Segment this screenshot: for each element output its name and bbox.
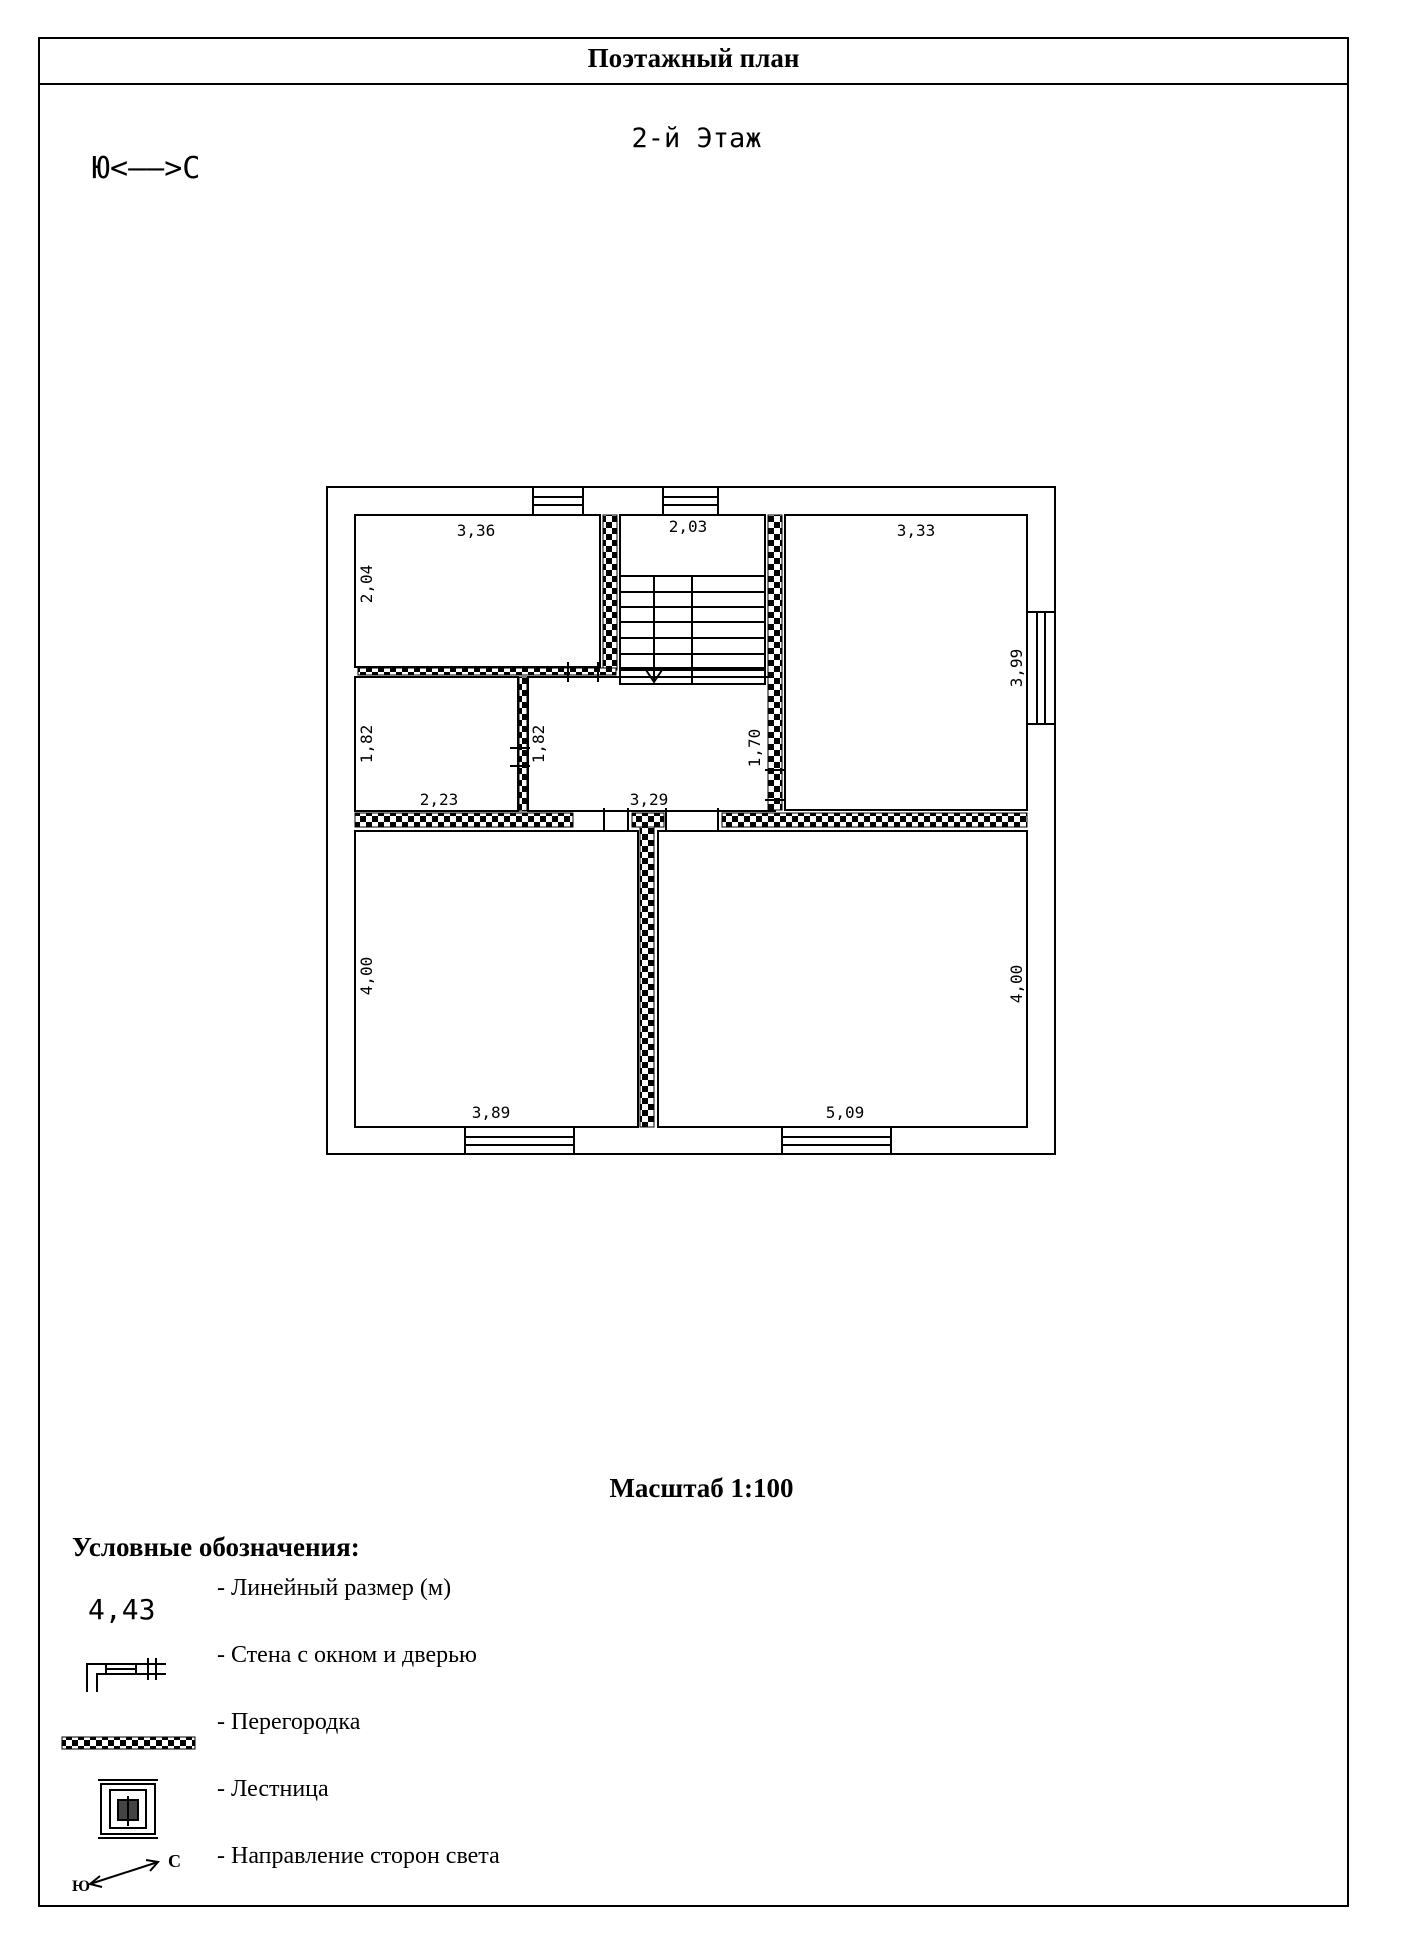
dim-corridor-width: 3,29 [629, 790, 669, 809]
dim-room-bottom-right-height: 4,00 [1007, 964, 1026, 1004]
dim-room-mid-left-width: 2,23 [419, 790, 459, 809]
legend-title: Условные обозначения: [72, 1532, 360, 1562]
compass-direction: Ю<——>С [92, 151, 201, 186]
legend-item-dimension: - Линейный размер (м) [217, 1575, 452, 1601]
dim-room-mid-left-height: 1,82 [357, 724, 376, 764]
legend-item-wall: - Стена с окном и дверью [217, 1642, 477, 1668]
legend-sample-dimension: 4,43 [88, 1593, 156, 1626]
dim-room-top-right-height: 3,99 [1007, 648, 1026, 688]
legend-item-partition: - Перегородка [217, 1709, 361, 1735]
floor-label: 2-й Этаж [631, 123, 762, 154]
dim-room-top-left-height: 2,04 [357, 564, 376, 604]
compass-north-label: С [168, 1851, 181, 1871]
compass-south-label: Ю [72, 1878, 91, 1895]
scale-label: Масштаб 1:100 [609, 1473, 794, 1503]
dim-stair-hall-width: 2,03 [668, 517, 708, 536]
wall-window-door-icon [87, 1658, 166, 1692]
legend-item-stairs: - Лестница [217, 1776, 329, 1802]
legend-item-compass: - Направление сторон света [217, 1843, 500, 1869]
dim-corridor-height-right: 1,70 [745, 728, 764, 768]
dim-room-top-left-width: 3,36 [456, 521, 496, 540]
compass-arrow-icon [90, 1860, 158, 1887]
stairs-icon [98, 1780, 158, 1838]
partition-icon [62, 1737, 195, 1749]
dim-room-top-right-width: 3,33 [896, 521, 936, 540]
dim-corridor-height-left: 1,82 [529, 724, 548, 764]
dim-room-bottom-right-width: 5,09 [825, 1103, 865, 1122]
dim-room-bottom-left-height: 4,00 [357, 956, 376, 996]
sheet-title: Поэтажный план [587, 43, 800, 73]
dim-room-bottom-left-width: 3,89 [471, 1103, 511, 1122]
